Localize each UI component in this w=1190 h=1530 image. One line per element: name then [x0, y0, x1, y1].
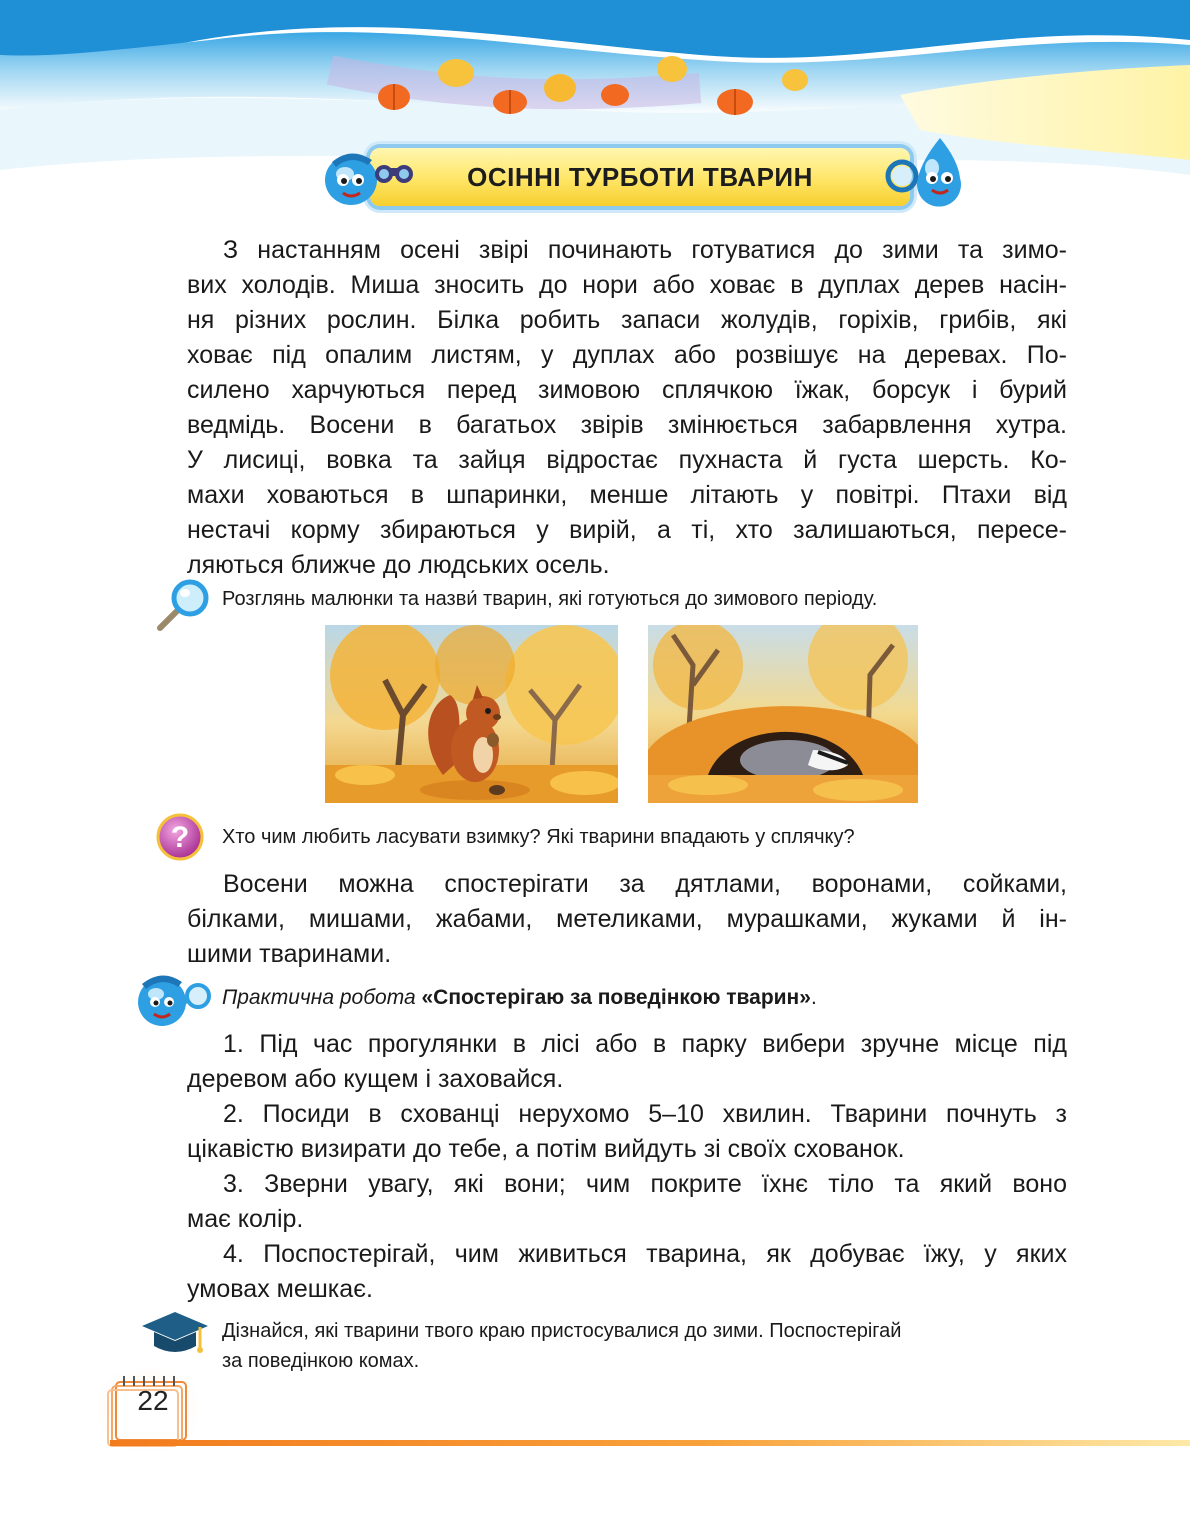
- text-line: силено харчуються перед зимовою сплячкою їжак, борсук і бурий: [187, 376, 1067, 404]
- text-line: шими тваринами.: [187, 940, 392, 968]
- footer-rule: [110, 1440, 1190, 1446]
- water-drop-mascot-icon: [132, 964, 214, 1034]
- step-line: 2. Посиди в схованці нерухомо 5–10 хвилин. Тварини почнуть з: [223, 1100, 1067, 1128]
- text-line: ляються ближче до людських осель.: [187, 551, 610, 579]
- text-line: ведмідь. Восени в багатьох звірів змінюється забарвлення хутра.: [187, 411, 1067, 439]
- text-line: білками, мишами, жабами, метеликами, мурашками, жуками й ін-: [187, 905, 1067, 933]
- water-drop-mascot-icon: [882, 130, 972, 210]
- step-line: 1. Під час прогулянки в лісі або в парку вибери зручне місце під: [223, 1030, 1067, 1058]
- svg-text:?: ?: [170, 821, 190, 854]
- practical-end: .: [810, 986, 817, 1009]
- chapter-title: ОСІННІ ТУРБОТИ ТВАРИН: [467, 161, 813, 192]
- question-text: Хто чим любить ласувати взимку? Які тварини впадають у сплячку?: [222, 826, 855, 848]
- binoculars-icon: [374, 156, 414, 188]
- step-line: 3. Зверни увагу, які вони; чим покрите їхнє тіло та який воно: [223, 1170, 1067, 1198]
- step-line: деревом або кущем і заховайся.: [187, 1065, 564, 1093]
- homework-text: [222, 1316, 1072, 1376]
- step-line: умовах мешкає.: [187, 1275, 373, 1303]
- page-number: 22: [137, 1385, 169, 1416]
- text-line: нестачі корму збираються у вирій, а ті, хто залишаються, пересе-: [187, 516, 1067, 544]
- practical-work-heading: [222, 983, 1072, 1013]
- badger-picture: [648, 625, 918, 803]
- question-mark-icon: [155, 812, 205, 862]
- text-line: З настанням осені звірі починають готуватися до зими та зимо-: [223, 236, 1067, 264]
- text-line: вих холодів. Миша зносить до нори або ховає в дуплах дерев насін-: [187, 271, 1067, 299]
- task-look-text: Розглянь малюнки та назви́ тварин, які готуються до зимового періоду.: [222, 588, 878, 610]
- text-line: ховає під опалим листям, у дуплах або розвішує на деревах. По-: [187, 341, 1067, 369]
- step-line: має колір.: [187, 1205, 304, 1233]
- practical-title: «Спостерігаю за поведінкою тварин»: [421, 986, 811, 1009]
- practical-label: Практична робота: [222, 986, 416, 1009]
- text-line: ня різних рослин. Білка робить запаси жолудів, горіхів, грибів, які: [187, 306, 1067, 334]
- magnifier-icon: [150, 578, 214, 634]
- text-line: У лисиці, вовка та зайця відростає пухнаста й густа шерсть. Ко-: [187, 446, 1067, 474]
- graduation-cap-icon: [140, 1308, 210, 1360]
- squirrel-picture: [325, 625, 618, 803]
- homework-line: Дізнайся, які тварини твого краю пристосувалися до зими. Поспостерігай: [222, 1320, 902, 1342]
- text-line: махи ховаються в шпаринки, менше літають у повітрі. Птахи від: [187, 481, 1067, 509]
- observe-paragraph: [187, 867, 1067, 972]
- step-line: 4. Поспостерігай, чим живиться тварина, як добуває їжу, у яких: [223, 1240, 1067, 1268]
- step-line: цікавістю визирати до тебе, а потім вийдуть зі своїх схованок.: [187, 1135, 905, 1163]
- text-line: Восени можна спостерігати за дятлами, воронами, сойками,: [223, 870, 1067, 898]
- chapter-title-plate: [370, 148, 910, 206]
- homework-line: за поведінкою комах.: [222, 1350, 420, 1372]
- steps-list: [187, 1027, 1067, 1307]
- intro-paragraph: [187, 233, 1067, 583]
